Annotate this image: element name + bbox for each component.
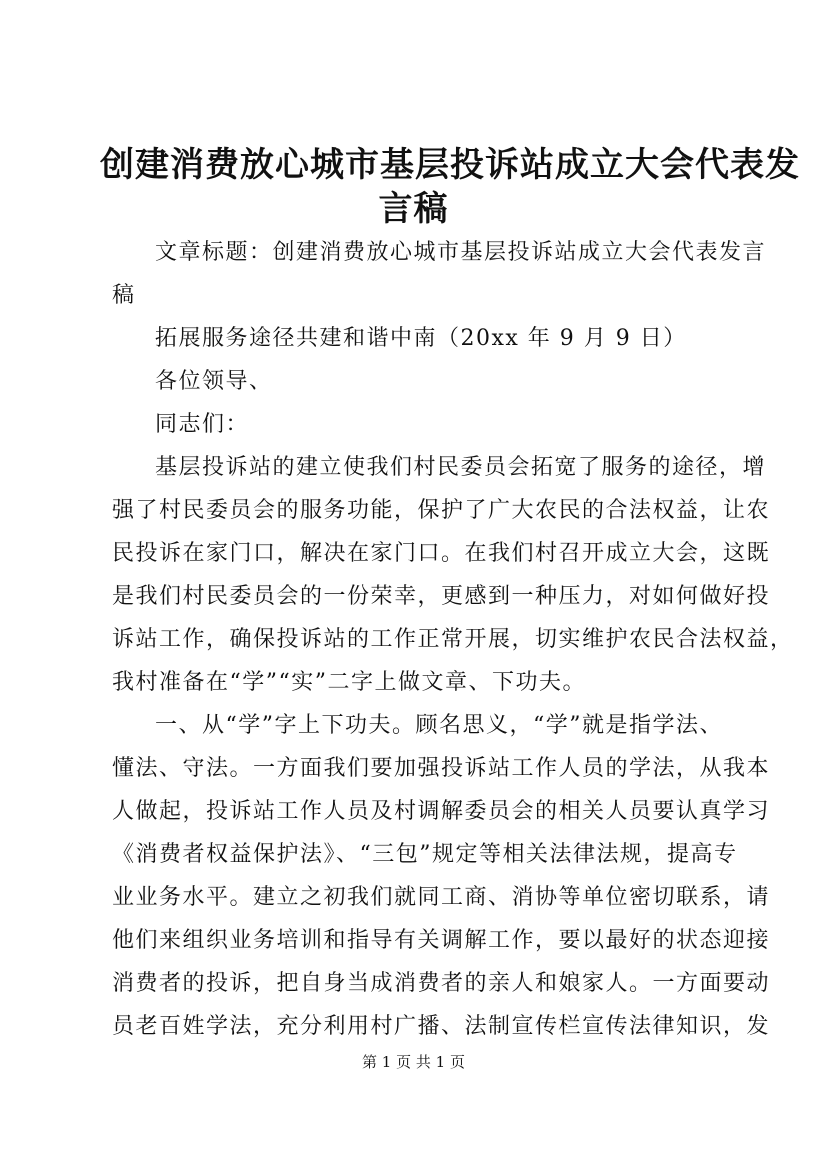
paragraph-line: 一、从“学”字上下功夫。顾名思义，“学”就是指学法、 [155,713,723,738]
salutation-line: 同志们： [155,412,250,437]
paragraph-line: 基层投诉站的建立使我们村民委员会拓宽了服务的途径，增 [155,455,767,480]
paragraph-line: 诉站工作，确保投诉站的工作正常开展，切实维护农民合法权益， [112,627,794,652]
paragraph-line: 民投诉在家门口，解决在家门口。在我们村召开成立大会，这既 [112,541,771,566]
paragraph-line: 员老百姓学法，充分利用村广播、法制宣传栏宣传法律知识，发 [112,1014,771,1039]
paragraph-line: 强了村民委员会的服务功能，保护了广大农民的合法权益，让农 [112,498,771,523]
subtitle-line: 拓展服务途径共建和谐中南（20xx 年 9 月 9 日） [155,326,687,351]
paragraph-line: 懂法、守法。一方面我们要加强投诉站工作人员的学法，从我本 [112,756,771,781]
salutation-line: 各位领导、 [155,369,273,394]
paragraph-line: 业业务水平。建立之初我们就同工商、消协等单位密切联系，请 [112,885,771,910]
paragraph-line: 消费者的投诉，把自身当成消费者的亲人和娘家人。一方面要动 [112,971,771,996]
title-line-2: 言稿 [378,189,449,229]
paragraph-line: 《消费者权益保护法》、“三包”规定等相关法律法规，提高专 [112,842,738,867]
document-title [100,143,800,231]
page-footer: 第 1 页 共 1 页 [362,1053,465,1071]
paragraph-line: 人做起，投诉站工作人员及村调解委员会的相关人员要认真学习 [112,799,771,824]
title-line-1: 创建消费放心城市基层投诉站成立大会代表发 [100,145,800,185]
paragraph-line: 我村准备在“学”“实”二字上做文章、下功夫。 [112,670,586,695]
article-title-line-cont: 稿 [112,283,136,308]
paragraph-line: 他们来组织业务培训和指导有关调解工作，要以最好的状态迎接 [112,928,771,953]
article-title-line: 文章标题：创建消费放心城市基层投诉站成立大会代表发言 [155,240,767,265]
paragraph-line: 是我们村民委员会的一份荣幸，更感到一种压力，对如何做好投 [112,584,771,609]
